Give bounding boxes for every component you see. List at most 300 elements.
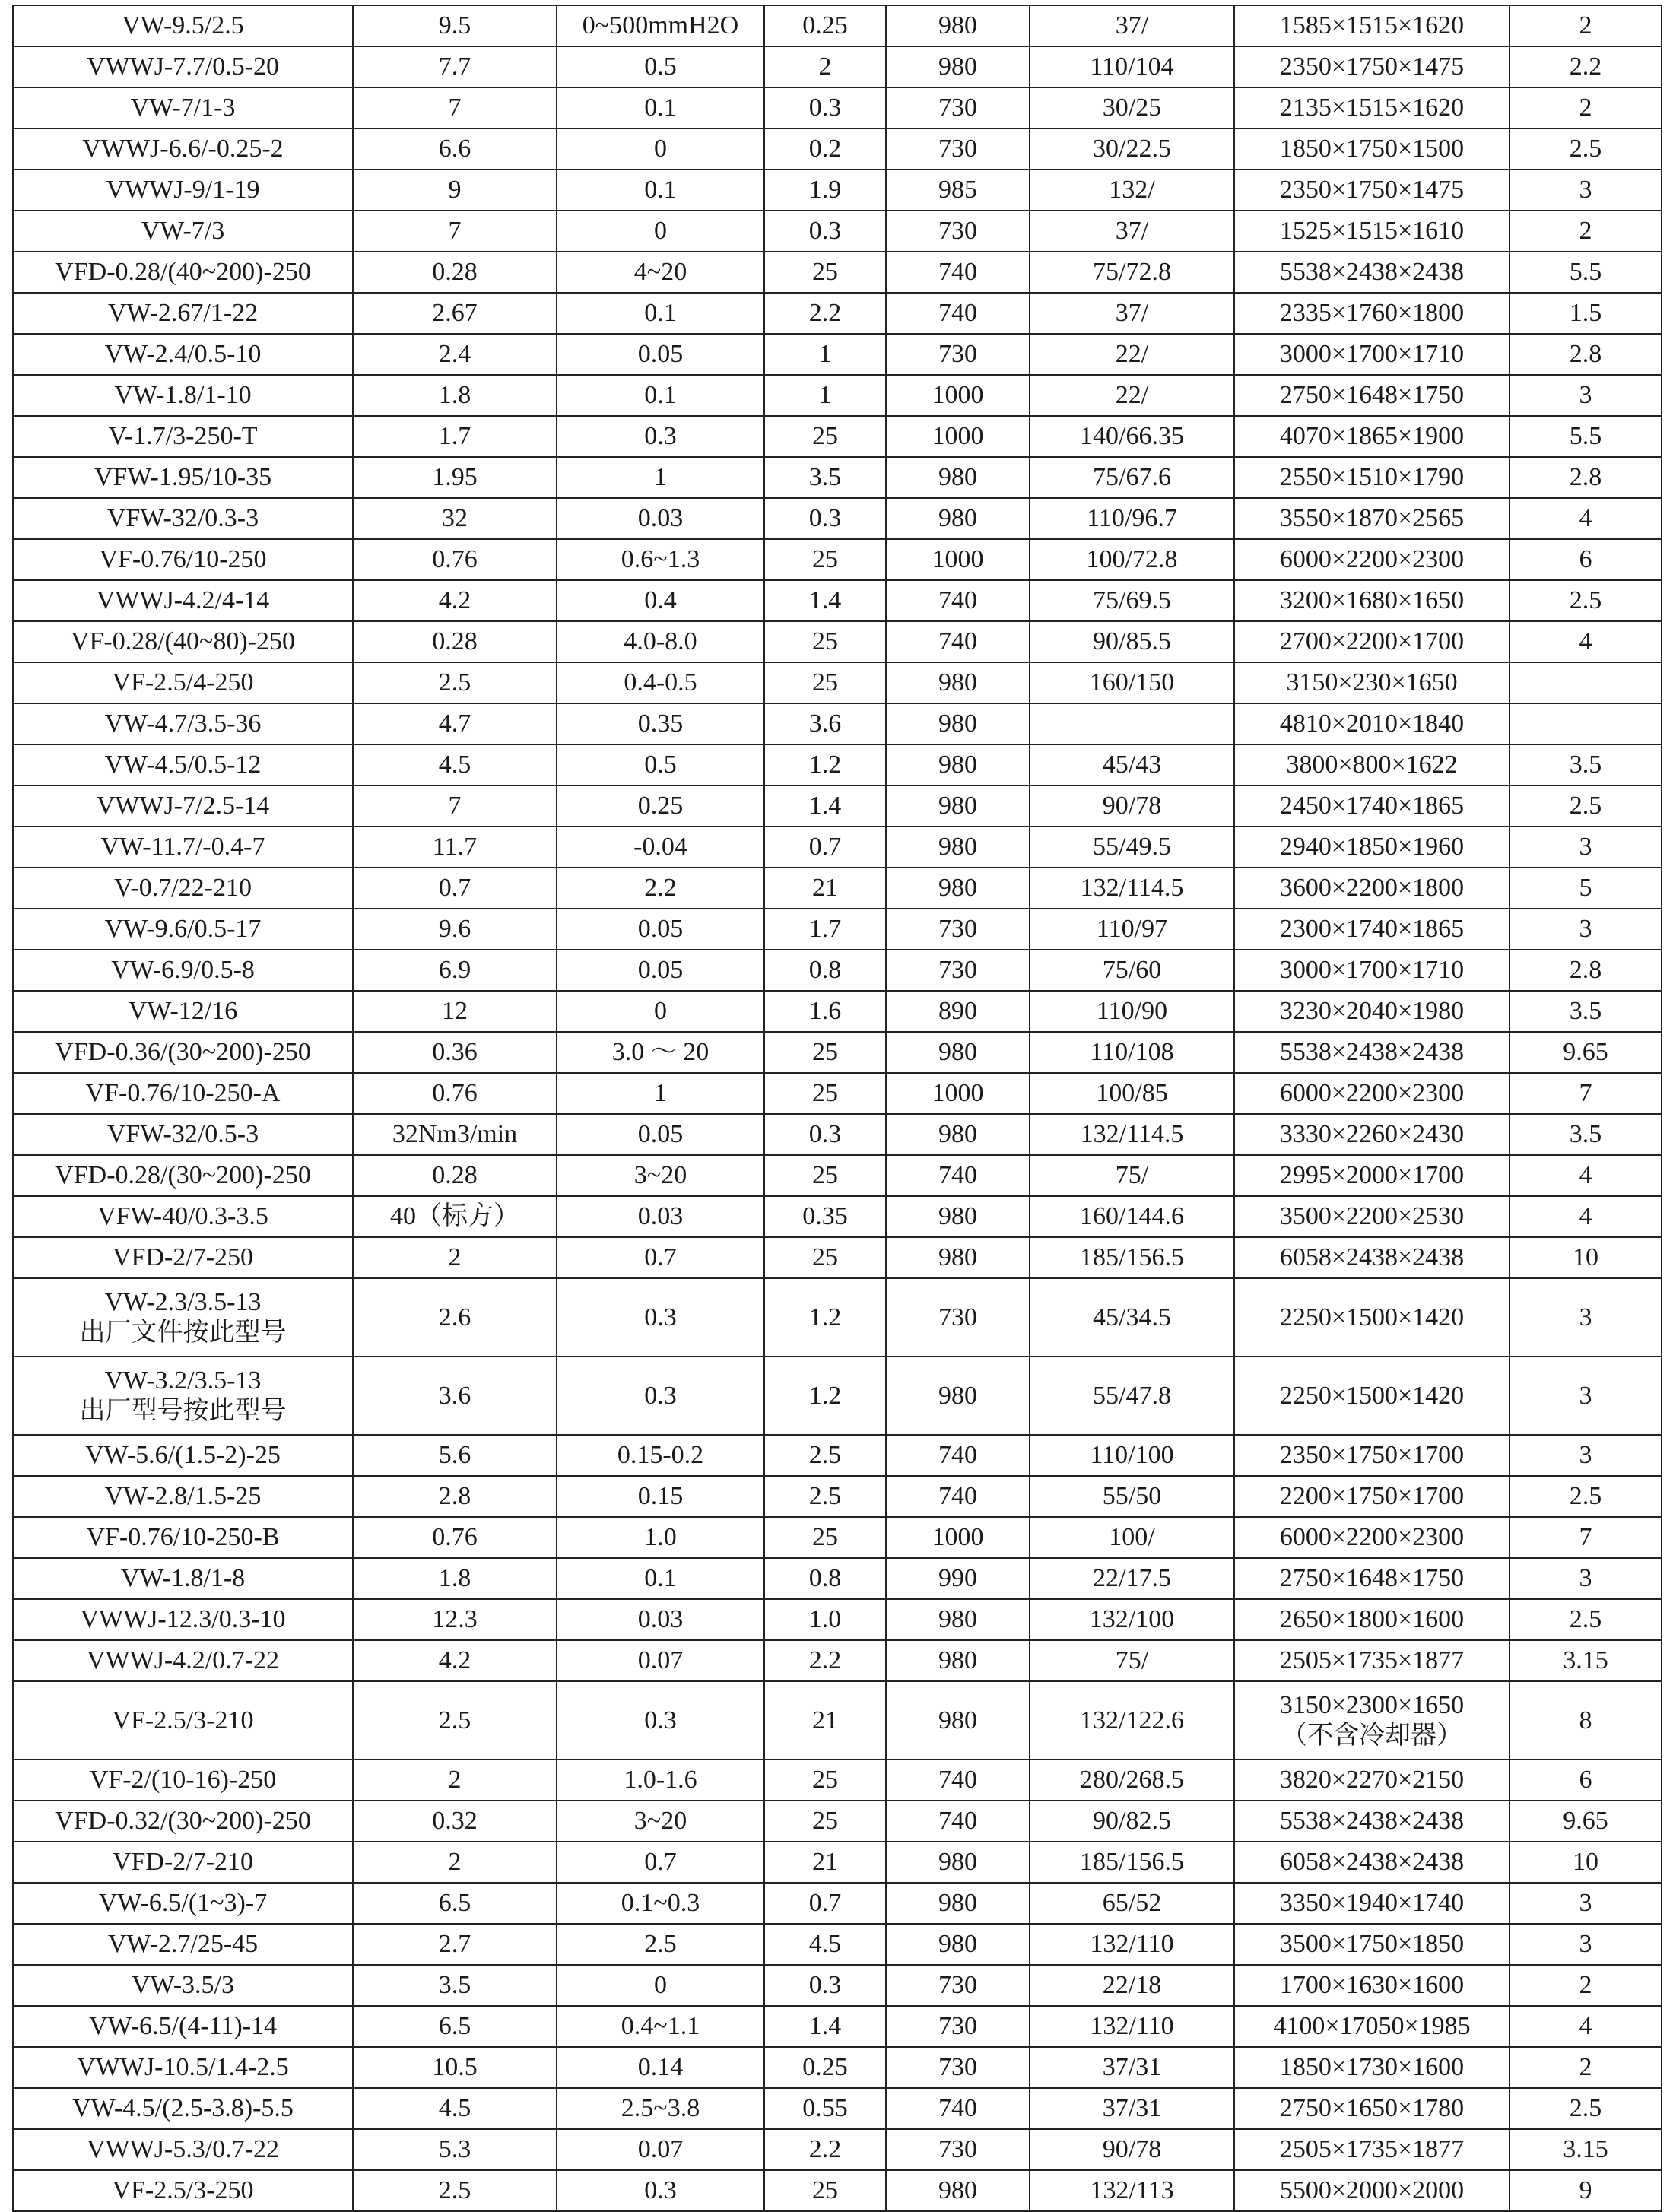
dimensions-cell: 3500×2200×2530 xyxy=(1234,1196,1510,1237)
flow-cell: 2 xyxy=(353,1760,557,1801)
outlet-pressure-cell: 2.2 xyxy=(764,293,886,334)
outlet-pressure-cell: 0.3 xyxy=(764,211,886,252)
weight-cell: 3.15 xyxy=(1510,2129,1662,2170)
flow-cell: 0.36 xyxy=(353,1032,557,1073)
outlet-pressure-cell: 25 xyxy=(764,252,886,293)
speed-cell: 1000 xyxy=(886,375,1030,416)
model-cell: VFW-32/0.3-3 xyxy=(13,498,353,539)
speed-cell: 980 xyxy=(886,662,1030,703)
model-cell: VWWJ-7/2.5-14 xyxy=(13,785,353,827)
outlet-pressure-cell: 0.35 xyxy=(764,1196,886,1237)
flow-cell: 9.6 xyxy=(353,909,557,950)
outlet-pressure-cell: 0.7 xyxy=(764,1883,886,1924)
outlet-pressure-cell: 21 xyxy=(764,1842,886,1883)
inlet-pressure-cell: 0.05 xyxy=(557,950,764,991)
flow-cell: 9 xyxy=(353,170,557,211)
power-cell: 100/72.8 xyxy=(1030,539,1234,580)
dimensions-text: 3150×2300×1650 xyxy=(1279,1690,1465,1719)
inlet-pressure-cell: 0.1 xyxy=(557,170,764,211)
flow-cell: 6.9 xyxy=(353,950,557,991)
speed-cell: 730 xyxy=(886,1965,1030,2006)
outlet-pressure-cell: 25 xyxy=(764,1032,886,1073)
table-row xyxy=(13,1599,1662,1640)
weight-cell: 6 xyxy=(1510,1760,1662,1801)
outlet-pressure-cell: 1.9 xyxy=(764,170,886,211)
flow-cell: 12 xyxy=(353,991,557,1032)
outlet-pressure-cell: 25 xyxy=(764,621,886,662)
weight-cell: 3 xyxy=(1510,1924,1662,1965)
weight-cell: 2 xyxy=(1510,2047,1662,2088)
power-cell: 132/ xyxy=(1030,170,1234,211)
outlet-pressure-cell: 25 xyxy=(764,662,886,703)
table-row xyxy=(13,2129,1662,2170)
model-cell: VFD-0.36/(30~200)-250 xyxy=(13,1032,353,1073)
outlet-pressure-cell: 0.3 xyxy=(764,498,886,539)
power-cell: 65/52 xyxy=(1030,1883,1234,1924)
flow-cell: 0.28 xyxy=(353,252,557,293)
speed-cell: 1000 xyxy=(886,416,1030,457)
speed-cell: 740 xyxy=(886,1801,1030,1842)
power-cell: 22/17.5 xyxy=(1030,1558,1234,1599)
dimensions-cell: 3350×1940×1740 xyxy=(1234,1883,1510,1924)
compressor-spec-table xyxy=(12,5,1662,2212)
speed-cell: 740 xyxy=(886,580,1030,621)
table-row xyxy=(13,1842,1662,1883)
spec-sheet xyxy=(12,5,1661,2212)
inlet-pressure-cell: 0.14 xyxy=(557,2047,764,2088)
speed-cell: 730 xyxy=(886,211,1030,252)
flow-cell: 6.6 xyxy=(353,129,557,170)
table-row xyxy=(13,2170,1662,2211)
power-cell: 22/ xyxy=(1030,334,1234,375)
model-cell: VW-4.5/(2.5-3.8)-5.5 xyxy=(13,2088,353,2129)
table-row xyxy=(13,1883,1662,1924)
speed-cell: 740 xyxy=(886,1155,1030,1196)
inlet-pressure-cell: 0.15-0.2 xyxy=(557,1435,764,1476)
model-cell: VW-2.8/1.5-25 xyxy=(13,1476,353,1517)
speed-cell: 980 xyxy=(886,827,1030,868)
flow-cell: 0.7 xyxy=(353,868,557,909)
outlet-pressure-cell: 25 xyxy=(764,1073,886,1114)
weight-cell: 2.5 xyxy=(1510,129,1662,170)
dimensions-cell: 3000×1700×1710 xyxy=(1234,334,1510,375)
weight-cell: 9 xyxy=(1510,2170,1662,2211)
speed-cell: 730 xyxy=(886,909,1030,950)
flow-cell: 11.7 xyxy=(353,827,557,868)
table-row xyxy=(13,1032,1662,1073)
speed-cell: 1000 xyxy=(886,539,1030,580)
flow-cell: 32Nm3/min xyxy=(353,1114,557,1155)
power-cell: 37/31 xyxy=(1030,2088,1234,2129)
model-cell: VFD-0.28/(40~200)-250 xyxy=(13,252,353,293)
outlet-pressure-cell: 0.55 xyxy=(764,2088,886,2129)
flow-cell: 7.7 xyxy=(353,46,557,87)
dimensions-cell: 1850×1730×1600 xyxy=(1234,2047,1510,2088)
model-cell: V-1.7/3-250-T xyxy=(13,416,353,457)
dimensions-cell: 4810×2010×1840 xyxy=(1234,703,1510,744)
flow-cell: 7 xyxy=(353,785,557,827)
weight-cell: 2 xyxy=(1510,211,1662,252)
dimensions-cell: 2250×1500×1420 xyxy=(1234,1357,1510,1435)
weight-cell: 3 xyxy=(1510,909,1662,950)
model-cell: VWWJ-6.6/-0.25-2 xyxy=(13,129,353,170)
speed-cell: 890 xyxy=(886,991,1030,1032)
inlet-pressure-cell: 2.5 xyxy=(557,1924,764,1965)
dimensions-cell: 2335×1760×1800 xyxy=(1234,293,1510,334)
table-row xyxy=(13,868,1662,909)
speed-cell: 730 xyxy=(886,87,1030,129)
power-cell: 45/43 xyxy=(1030,744,1234,785)
speed-cell: 1000 xyxy=(886,1073,1030,1114)
dimensions-cell: 3600×2200×1800 xyxy=(1234,868,1510,909)
inlet-pressure-cell: 3~20 xyxy=(557,1155,764,1196)
outlet-pressure-cell: 25 xyxy=(764,1237,886,1278)
weight-cell: 6 xyxy=(1510,539,1662,580)
table-row xyxy=(13,416,1662,457)
outlet-pressure-cell: 2.5 xyxy=(764,1476,886,1517)
outlet-pressure-cell: 0.7 xyxy=(764,827,886,868)
power-cell: 160/144.6 xyxy=(1030,1196,1234,1237)
inlet-pressure-cell: 0.6~1.3 xyxy=(557,539,764,580)
dimensions-cell: 6000×2200×2300 xyxy=(1234,539,1510,580)
table-row xyxy=(13,129,1662,170)
power-cell: 22/18 xyxy=(1030,1965,1234,2006)
table-row xyxy=(13,1114,1662,1155)
power-cell: 55/47.8 xyxy=(1030,1357,1234,1435)
weight-cell: 3 xyxy=(1510,1435,1662,1476)
speed-cell: 730 xyxy=(886,950,1030,991)
dimensions-cell: 2750×1650×1780 xyxy=(1234,2088,1510,2129)
model-note: 出厂文件按此型号 xyxy=(79,1318,287,1347)
weight-cell: 2.8 xyxy=(1510,334,1662,375)
dimensions-cell: 2650×1800×1600 xyxy=(1234,1599,1510,1640)
model-cell: VW-4.5/0.5-12 xyxy=(13,744,353,785)
model-cell: VW-3.5/3 xyxy=(13,1965,353,2006)
model-cell: VW-6.9/0.5-8 xyxy=(13,950,353,991)
model-text: VW-2.3/3.5-13 xyxy=(104,1287,262,1316)
weight-cell: 2.2 xyxy=(1510,46,1662,87)
power-cell: 185/156.5 xyxy=(1030,1842,1234,1883)
dimensions-cell: 2300×1740×1865 xyxy=(1234,909,1510,950)
model-note: 出厂型号按此型号 xyxy=(79,1396,287,1425)
inlet-pressure-cell: 0.5 xyxy=(557,744,764,785)
model-cell: VFD-2/7-210 xyxy=(13,1842,353,1883)
dimensions-cell: 2350×1750×1700 xyxy=(1234,1435,1510,1476)
model-cell: VFD-0.32/(30~200)-250 xyxy=(13,1801,353,1842)
weight-cell: 1.5 xyxy=(1510,293,1662,334)
outlet-pressure-cell: 25 xyxy=(764,1801,886,1842)
inlet-pressure-cell: 0.7 xyxy=(557,1842,764,1883)
table-row xyxy=(13,2088,1662,2129)
speed-cell: 980 xyxy=(886,744,1030,785)
weight-cell: 2 xyxy=(1510,87,1662,129)
model-cell xyxy=(13,1357,353,1435)
table-body xyxy=(13,5,1662,2211)
table-row xyxy=(13,662,1662,703)
inlet-pressure-cell: 0.03 xyxy=(557,1196,764,1237)
weight-cell: 2.5 xyxy=(1510,1476,1662,1517)
flow-cell: 1.8 xyxy=(353,375,557,416)
speed-cell: 980 xyxy=(886,1357,1030,1435)
outlet-pressure-cell: 0.3 xyxy=(764,87,886,129)
table-row xyxy=(13,457,1662,498)
outlet-pressure-cell: 2.2 xyxy=(764,2129,886,2170)
inlet-pressure-cell: 0.07 xyxy=(557,2129,764,2170)
model-cell: VFW-40/0.3-3.5 xyxy=(13,1196,353,1237)
power-cell: 140/66.35 xyxy=(1030,416,1234,457)
flow-cell: 0.28 xyxy=(353,621,557,662)
outlet-pressure-cell: 2 xyxy=(764,46,886,87)
model-cell: VW-4.7/3.5-36 xyxy=(13,703,353,744)
power-cell: 132/114.5 xyxy=(1030,1114,1234,1155)
outlet-pressure-cell: 0.3 xyxy=(764,1114,886,1155)
power-cell: 90/85.5 xyxy=(1030,621,1234,662)
weight-cell: 3.15 xyxy=(1510,1640,1662,1681)
table-row xyxy=(13,950,1662,991)
model-cell: VW-6.5/(4-11)-14 xyxy=(13,2006,353,2047)
inlet-pressure-cell: 0.3 xyxy=(557,416,764,457)
table-row xyxy=(13,252,1662,293)
model-cell: VWWJ-12.3/0.3-10 xyxy=(13,1599,353,1640)
weight-cell xyxy=(1510,703,1662,744)
model-cell: VWWJ-10.5/1.4-2.5 xyxy=(13,2047,353,2088)
model-cell: VWWJ-7.7/0.5-20 xyxy=(13,46,353,87)
table-row xyxy=(13,744,1662,785)
speed-cell: 980 xyxy=(886,5,1030,46)
table-row xyxy=(13,170,1662,211)
power-cell: 90/78 xyxy=(1030,2129,1234,2170)
speed-cell: 730 xyxy=(886,129,1030,170)
outlet-pressure-cell: 25 xyxy=(764,539,886,580)
speed-cell: 730 xyxy=(886,2129,1030,2170)
model-cell: VFD-2/7-250 xyxy=(13,1237,353,1278)
dimensions-cell: 6000×2200×2300 xyxy=(1234,1073,1510,1114)
inlet-pressure-cell: 0.7 xyxy=(557,1237,764,1278)
inlet-pressure-cell: 1.0-1.6 xyxy=(557,1760,764,1801)
power-cell: 75/60 xyxy=(1030,950,1234,991)
speed-cell: 740 xyxy=(886,1476,1030,1517)
outlet-pressure-cell: 1.4 xyxy=(764,2006,886,2047)
flow-cell: 0.28 xyxy=(353,1155,557,1196)
outlet-pressure-cell: 1.0 xyxy=(764,1599,886,1640)
table-row xyxy=(13,87,1662,129)
table-row xyxy=(13,703,1662,744)
dimensions-cell: 6000×2200×2300 xyxy=(1234,1517,1510,1558)
weight-cell: 3 xyxy=(1510,1357,1662,1435)
flow-cell: 4.7 xyxy=(353,703,557,744)
outlet-pressure-cell: 1.2 xyxy=(764,1357,886,1435)
table-row xyxy=(13,1476,1662,1517)
weight-cell: 7 xyxy=(1510,1073,1662,1114)
speed-cell: 730 xyxy=(886,1278,1030,1357)
table-row xyxy=(13,909,1662,950)
speed-cell: 990 xyxy=(886,1558,1030,1599)
weight-cell: 10 xyxy=(1510,1237,1662,1278)
flow-cell: 2 xyxy=(353,1237,557,1278)
table-row xyxy=(13,785,1662,827)
outlet-pressure-cell: 1 xyxy=(764,334,886,375)
dimensions-cell: 2250×1500×1420 xyxy=(1234,1278,1510,1357)
power-cell: 30/25 xyxy=(1030,87,1234,129)
model-cell: VW-11.7/-0.4-7 xyxy=(13,827,353,868)
flow-cell: 32 xyxy=(353,498,557,539)
inlet-pressure-cell: 0.3 xyxy=(557,1681,764,1760)
power-cell: 90/78 xyxy=(1030,785,1234,827)
inlet-pressure-cell: 0.05 xyxy=(557,334,764,375)
flow-cell: 12.3 xyxy=(353,1599,557,1640)
model-cell: VFD-0.28/(30~200)-250 xyxy=(13,1155,353,1196)
power-cell: 132/110 xyxy=(1030,1924,1234,1965)
dimensions-cell: 3500×1750×1850 xyxy=(1234,1924,1510,1965)
dimensions-cell: 2450×1740×1865 xyxy=(1234,785,1510,827)
outlet-pressure-cell: 0.25 xyxy=(764,2047,886,2088)
model-cell: VF-0.76/10-250 xyxy=(13,539,353,580)
power-cell: 30/22.5 xyxy=(1030,129,1234,170)
speed-cell: 980 xyxy=(886,785,1030,827)
model-cell: VW-7/1-3 xyxy=(13,87,353,129)
inlet-pressure-cell: 3.0 ～ 20 xyxy=(557,1032,764,1073)
outlet-pressure-cell: 1 xyxy=(764,375,886,416)
weight-cell: 8 xyxy=(1510,1681,1662,1760)
power-cell: 132/110 xyxy=(1030,2006,1234,2047)
dimensions-cell: 5538×2438×2438 xyxy=(1234,1032,1510,1073)
weight-cell: 3.5 xyxy=(1510,991,1662,1032)
model-cell: VW-12/16 xyxy=(13,991,353,1032)
inlet-pressure-cell: 0.03 xyxy=(557,498,764,539)
speed-cell: 980 xyxy=(886,703,1030,744)
dimensions-cell: 3330×2260×2430 xyxy=(1234,1114,1510,1155)
power-cell: 110/90 xyxy=(1030,991,1234,1032)
inlet-pressure-cell: 0 xyxy=(557,1965,764,2006)
power-cell: 37/31 xyxy=(1030,2047,1234,2088)
speed-cell: 740 xyxy=(886,1760,1030,1801)
flow-cell: 2.5 xyxy=(353,1681,557,1760)
table-row xyxy=(13,211,1662,252)
outlet-pressure-cell: 1.7 xyxy=(764,909,886,950)
flow-cell: 0.76 xyxy=(353,1517,557,1558)
table-row xyxy=(13,1196,1662,1237)
dimensions-cell: 3230×2040×1980 xyxy=(1234,991,1510,1032)
weight-cell: 4 xyxy=(1510,621,1662,662)
power-cell: 160/150 xyxy=(1030,662,1234,703)
weight-cell: 3 xyxy=(1510,1883,1662,1924)
flow-cell: 0.32 xyxy=(353,1801,557,1842)
power-cell: 100/85 xyxy=(1030,1073,1234,1114)
inlet-pressure-cell: 4.0-8.0 xyxy=(557,621,764,662)
inlet-pressure-cell: 1 xyxy=(557,1073,764,1114)
dimensions-cell: 3200×1680×1650 xyxy=(1234,580,1510,621)
speed-cell: 980 xyxy=(886,457,1030,498)
outlet-pressure-cell: 1.4 xyxy=(764,785,886,827)
weight-cell: 4 xyxy=(1510,1155,1662,1196)
power-cell: 22/ xyxy=(1030,375,1234,416)
flow-cell: 3.5 xyxy=(353,1965,557,2006)
outlet-pressure-cell: 2.5 xyxy=(764,1435,886,1476)
weight-cell: 2.5 xyxy=(1510,785,1662,827)
model-cell: VFW-1.95/10-35 xyxy=(13,457,353,498)
model-text: VW-3.2/3.5-13 xyxy=(104,1366,262,1395)
inlet-pressure-cell: 0.03 xyxy=(557,1599,764,1640)
table-row xyxy=(13,1435,1662,1476)
table-row xyxy=(13,293,1662,334)
dimensions-cell: 5538×2438×2438 xyxy=(1234,252,1510,293)
model-cell: VWWJ-9/1-19 xyxy=(13,170,353,211)
outlet-pressure-cell: 0.8 xyxy=(764,1558,886,1599)
inlet-pressure-cell: 2.5~3.8 xyxy=(557,2088,764,2129)
flow-cell: 5.6 xyxy=(353,1435,557,1476)
outlet-pressure-cell: 21 xyxy=(764,868,886,909)
model-cell: VW-1.8/1-10 xyxy=(13,375,353,416)
power-cell: 75/67.6 xyxy=(1030,457,1234,498)
flow-cell: 2.67 xyxy=(353,293,557,334)
model-cell: VW-9.6/0.5-17 xyxy=(13,909,353,950)
weight-cell: 4 xyxy=(1510,2006,1662,2047)
model-cell: VWWJ-5.3/0.7-22 xyxy=(13,2129,353,2170)
table-row xyxy=(13,1681,1662,1760)
dimensions-cell: 2700×2200×1700 xyxy=(1234,621,1510,662)
speed-cell: 980 xyxy=(886,1842,1030,1883)
flow-cell: 2 xyxy=(353,1842,557,1883)
table-row xyxy=(13,1760,1662,1801)
weight-cell: 2.5 xyxy=(1510,2088,1662,2129)
dimensions-cell: 3000×1700×1710 xyxy=(1234,950,1510,991)
model-cell: V-0.7/22-210 xyxy=(13,868,353,909)
speed-cell: 980 xyxy=(886,1237,1030,1278)
power-cell: 132/114.5 xyxy=(1030,868,1234,909)
flow-cell: 2.6 xyxy=(353,1278,557,1357)
inlet-pressure-cell: 0.07 xyxy=(557,1640,764,1681)
inlet-pressure-cell: 0.1 xyxy=(557,87,764,129)
speed-cell: 740 xyxy=(886,252,1030,293)
outlet-pressure-cell: 3.5 xyxy=(764,457,886,498)
dimensions-cell: 2940×1850×1960 xyxy=(1234,827,1510,868)
weight-cell: 10 xyxy=(1510,1842,1662,1883)
flow-cell: 0.76 xyxy=(353,1073,557,1114)
dimensions-cell: 2200×1750×1700 xyxy=(1234,1476,1510,1517)
power-cell: 90/82.5 xyxy=(1030,1801,1234,1842)
outlet-pressure-cell: 25 xyxy=(764,1760,886,1801)
table-row xyxy=(13,1517,1662,1558)
table-row xyxy=(13,827,1662,868)
dimensions-cell: 4100×17050×1985 xyxy=(1234,2006,1510,2047)
inlet-pressure-cell: -0.04 xyxy=(557,827,764,868)
weight-cell: 2 xyxy=(1510,1965,1662,2006)
table-row xyxy=(13,1924,1662,1965)
outlet-pressure-cell: 1.2 xyxy=(764,1278,886,1357)
weight-cell: 3 xyxy=(1510,1278,1662,1357)
dimensions-cell: 1585×1515×1620 xyxy=(1234,5,1510,46)
power-cell: 280/268.5 xyxy=(1030,1760,1234,1801)
outlet-pressure-cell: 2.2 xyxy=(764,1640,886,1681)
dimensions-cell: 6058×2438×2438 xyxy=(1234,1842,1510,1883)
model-cell: VWWJ-4.2/4-14 xyxy=(13,580,353,621)
power-cell: 110/100 xyxy=(1030,1435,1234,1476)
inlet-pressure-cell: 0.1~0.3 xyxy=(557,1883,764,1924)
inlet-pressure-cell: 2.2 xyxy=(557,868,764,909)
inlet-pressure-cell: 0.05 xyxy=(557,1114,764,1155)
dimensions-cell: 2550×1510×1790 xyxy=(1234,457,1510,498)
inlet-pressure-cell: 0 xyxy=(557,129,764,170)
flow-cell: 2.4 xyxy=(353,334,557,375)
weight-cell: 3 xyxy=(1510,170,1662,211)
model-cell: VF-2.5/3-210 xyxy=(13,1681,353,1760)
weight-cell: 3.5 xyxy=(1510,1114,1662,1155)
outlet-pressure-cell: 0.2 xyxy=(764,129,886,170)
inlet-pressure-cell: 0.35 xyxy=(557,703,764,744)
dimensions-cell: 3820×2270×2150 xyxy=(1234,1760,1510,1801)
table-row xyxy=(13,5,1662,46)
table-row xyxy=(13,539,1662,580)
